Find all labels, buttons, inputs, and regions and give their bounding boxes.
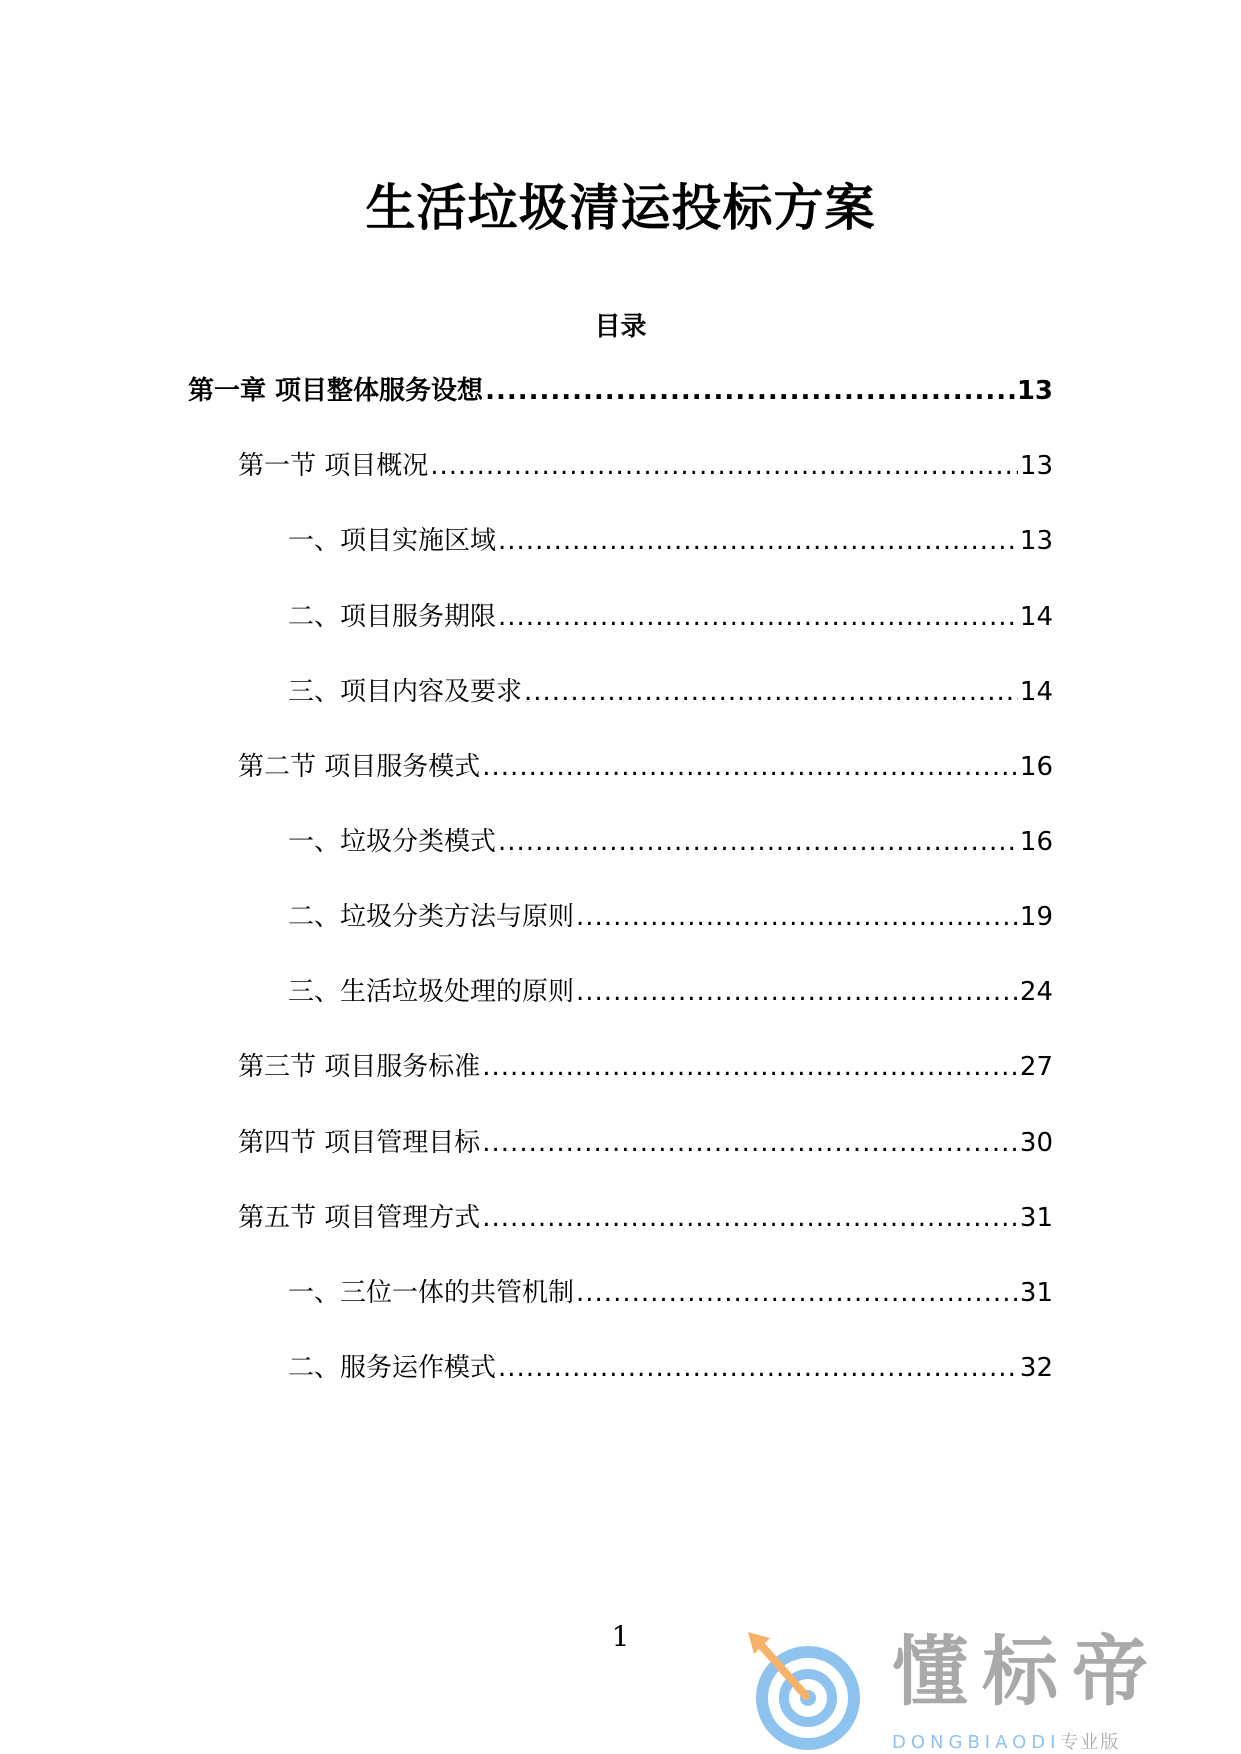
toc-entry-label: 第五节 项目管理方式 [238, 1203, 481, 1233]
toc-entry-page: 32 [1019, 1353, 1053, 1383]
toc-dot-leader [485, 372, 1015, 410]
toc-entry-label: 第三节 项目服务标准 [238, 1052, 481, 1082]
toc-entry-page: 13 [1016, 376, 1053, 406]
toc-entry-label: 二、服务运作模式 [288, 1353, 497, 1383]
toc-dot-leader [498, 522, 1018, 560]
toc-dot-leader [482, 1199, 1018, 1237]
toc-entry[interactable] [288, 898, 1053, 936]
toc-entry-page: 19 [1019, 902, 1053, 932]
toc-entry[interactable] [288, 1349, 1053, 1387]
toc-entry[interactable] [238, 748, 1053, 786]
toc-entry-page: 27 [1019, 1052, 1053, 1082]
toc-entry[interactable] [238, 1199, 1053, 1237]
toc-entry-page: 30 [1019, 1128, 1053, 1158]
toc-heading: 目录 [594, 312, 647, 342]
toc-entry-label: 三、生活垃圾处理的原则 [288, 977, 575, 1007]
toc-entry-page: 14 [1019, 677, 1053, 707]
toc-entry[interactable] [238, 1124, 1053, 1162]
toc-dot-leader [430, 447, 1018, 485]
toc-entry-page: 31 [1019, 1278, 1053, 1308]
toc-entry[interactable] [288, 823, 1053, 861]
toc-entry-page: 16 [1019, 752, 1053, 782]
toc-entry[interactable] [288, 973, 1053, 1011]
toc-entry[interactable] [288, 598, 1053, 636]
page-number: 1 [611, 1620, 630, 1653]
toc-entry[interactable] [288, 1274, 1053, 1312]
toc-entry-page: 16 [1019, 827, 1053, 857]
toc-dot-leader [576, 898, 1018, 936]
toc-dot-leader [482, 748, 1018, 786]
toc-entry-page: 14 [1019, 602, 1053, 632]
watermark-subtitle [892, 1728, 1120, 1754]
toc-dot-leader [498, 823, 1018, 861]
toc-entry-page: 13 [1019, 526, 1053, 556]
toc-entry-label: 第一章 项目整体服务设想 [188, 376, 484, 406]
toc-dot-leader [482, 1124, 1018, 1162]
watermark [740, 1628, 1241, 1754]
watermark-brand-name: 懂标帝 [892, 1627, 1162, 1716]
toc-entry[interactable] [188, 372, 1053, 410]
watermark-badge: 专业版 [1060, 1732, 1121, 1753]
toc-entry-page: 13 [1019, 451, 1053, 481]
toc-entry-label: 二、项目服务期限 [288, 602, 497, 632]
toc-entry[interactable] [288, 522, 1053, 560]
toc-dot-leader [498, 1349, 1018, 1387]
toc-entry-label: 一、三位一体的共管机制 [288, 1278, 575, 1308]
toc-entry-page: 24 [1019, 977, 1053, 1007]
target-arrow-icon [740, 1628, 870, 1754]
toc-entry-label: 第一节 项目概况 [238, 451, 429, 481]
toc-dot-leader [498, 598, 1018, 636]
toc-dot-leader [576, 973, 1018, 1011]
page-title: 生活垃圾清运投标方案 [365, 179, 876, 237]
toc-entry-label: 一、垃圾分类模式 [288, 827, 497, 857]
toc-entry-label: 一、项目实施区域 [288, 526, 497, 556]
toc-entry-label: 三、项目内容及要求 [288, 677, 523, 707]
toc-entry[interactable] [238, 447, 1053, 485]
toc-entry-label: 第二节 项目服务模式 [238, 752, 481, 782]
toc-dot-leader [524, 673, 1018, 711]
toc-entry[interactable] [238, 1048, 1053, 1086]
toc-entry-label: 二、垃圾分类方法与原则 [288, 902, 575, 932]
watermark-pinyin: DONGBIAODI [892, 1732, 1061, 1753]
toc-entry[interactable] [288, 673, 1053, 711]
toc-dot-leader [482, 1048, 1018, 1086]
toc-dot-leader [576, 1274, 1018, 1312]
toc-entry-label: 第四节 项目管理目标 [238, 1128, 481, 1158]
toc-entry-page: 31 [1019, 1203, 1053, 1233]
